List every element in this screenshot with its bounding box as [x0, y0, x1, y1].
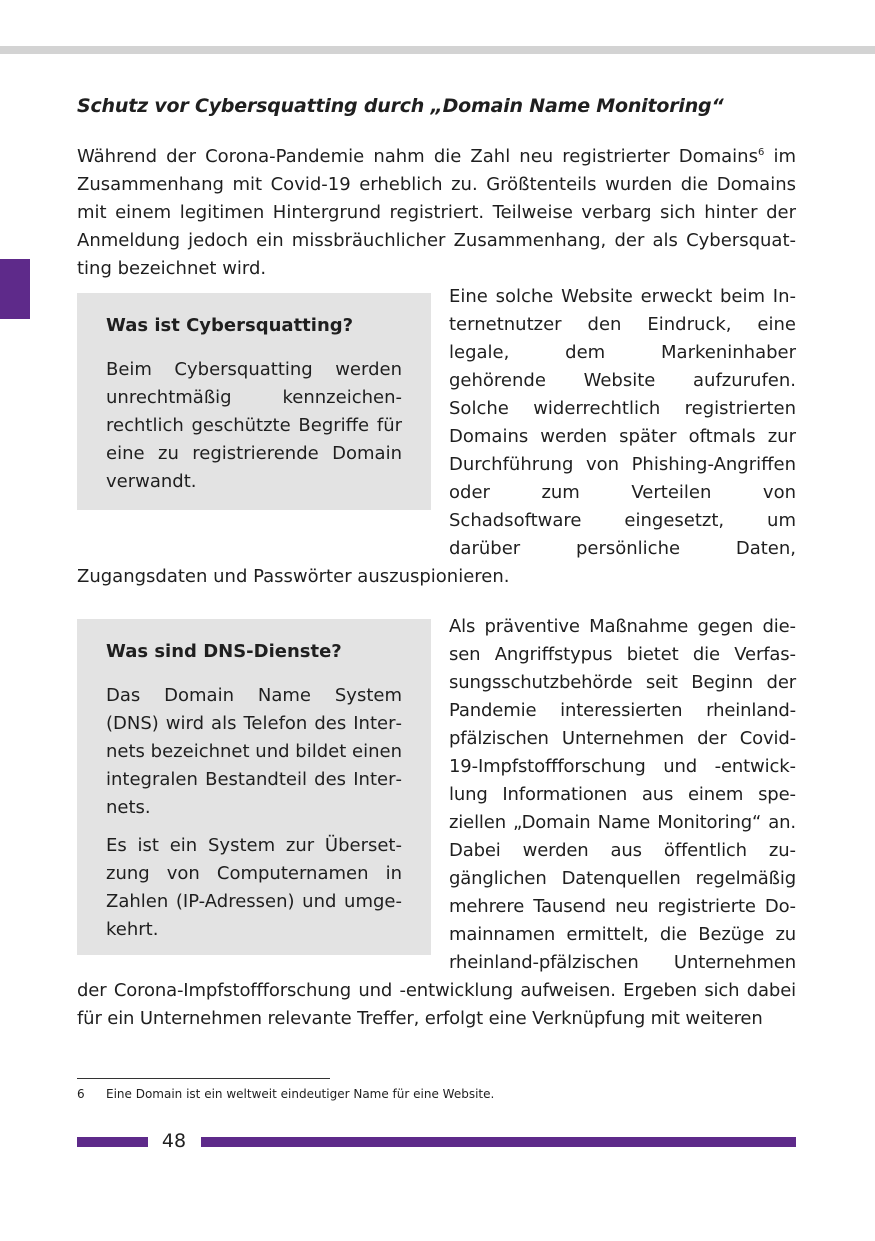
- paragraph-1-text-a: Während der Corona-Pandemie nahm die Zahl neu registrierter Domains: [77, 146, 758, 167]
- paragraph-1-text-b: im Zusammenhang mit Covid-19 erheblich zu. Größtenteils wurden die Domains mit einem legitimen Hintergrund registriert. Teilweise verbarg sich hinter der Anmeldung jedoch ein missbräuchlicher Zusammenhang, der als Cybersquatting bezeichnet wird.: [77, 146, 796, 279]
- top-rule: [0, 46, 875, 54]
- footer-bar-right: [201, 1137, 796, 1147]
- chapter-side-tab: [0, 259, 30, 319]
- footnote: [77, 1086, 494, 1102]
- page-content: [77, 90, 796, 1033]
- footnote-divider: [77, 1078, 330, 1079]
- infobox-cybersquatting-title: Was ist Cybersquatting?: [106, 315, 354, 336]
- footnote-number: 6: [77, 1087, 85, 1101]
- infobox-dns-title: Was sind DNS-Dienste?: [106, 641, 342, 662]
- paragraph-2: Eine solche Website erweckt beim Internetnutzer den Eindruck, eine legale, dem Markeninhaber gehörende Website aufzurufen. Solche widerrechtlich registrierten Domains werden später oftmals zur Durchführung von Phishing-Angriffen oder zum Verteilen von Schadsoftware eingesetzt, um darüber persönliche Daten, Zugangsdaten und Passwörter auszuspionieren.: [77, 286, 796, 587]
- paragraph-1: [77, 143, 796, 283]
- infobox-cybersquatting: [77, 293, 431, 510]
- infobox-dns-text-2: Es ist ein System zur Übersetzung von Computernamen in Zahlen (IP-Adressen) und umgekehrt.: [106, 835, 402, 940]
- infobox-dns: [77, 619, 431, 955]
- infobox-cybersquatting-text: Beim Cybersquatting werden unrechtmäßig kennzeichenrechtlich geschützte Begriffe für eine zu registrierende Domain verwandt.: [106, 359, 402, 492]
- infobox-dns-text-1: Das Domain Name System (DNS) wird als Telefon des Internets bezeichnet und bildet einen integralen Bestandteil des Internets.: [106, 685, 402, 818]
- footnote-reference[interactable]: 6: [757, 147, 765, 158]
- footnote-text: Eine Domain ist ein weltweit eindeutiger Name für eine Website.: [106, 1087, 495, 1101]
- paragraph-3: Als präventive Maßnahme gegen diesen Angriffstypus bietet die Verfassungsschutzbehörde seit Beginn der Pandemie interessierten rheinland-pfälzischen Unternehmen der Covid-19-Impfstoffforschung und -entwicklung Informationen aus einem speziellen „Domain Name Monitoring“ an. Dabei werden aus öffentlich zugänglichen Datenquellen regelmäßig mehrere Tausend neu registrierte Domainnamen ermittelt, die Bezüge zu rheinland-pfälzischen Unternehmen der Corona-Impfstoffforschung und -entwicklung aufweisen. Ergeben sich dabei für ein Unternehmen relevante Treffer, erfolgt eine Verknüpfung mit weiteren: [77, 616, 796, 1029]
- footer-bar-left: [77, 1137, 148, 1147]
- section-heading: Schutz vor Cybersquatting durch „Domain Name Monitoring“: [77, 95, 724, 117]
- page-number: 48: [161, 1130, 187, 1152]
